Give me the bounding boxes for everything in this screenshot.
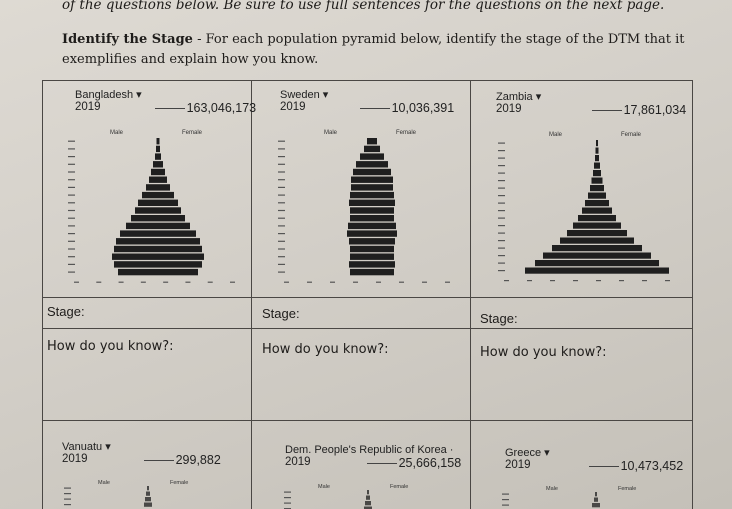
identify-heading: [62, 32, 684, 47]
pyramid-bar-female: [597, 148, 599, 154]
pyramid-bar-male: [590, 185, 597, 191]
male-label: Male: [549, 132, 563, 138]
population-value: 17,861,034: [592, 103, 687, 117]
pyramid-bar-female: [158, 138, 160, 144]
age-tick: [68, 179, 75, 180]
pyramid-bar-male: [156, 146, 158, 152]
population-value: 163,046,173: [155, 101, 257, 115]
age-tick: [68, 164, 75, 165]
pyramid-bar-female: [372, 207, 394, 213]
pyramid-bar-female: [148, 492, 150, 496]
pyramid-bar-female: [597, 163, 600, 169]
pyramid-bar-female: [596, 503, 600, 507]
pyramid-bar-female: [597, 200, 609, 206]
pyramid-bar-male: [353, 169, 372, 175]
pyramid-bar-male: [366, 496, 368, 500]
pyramid-bar-male: [364, 146, 372, 152]
how-label-1: How do you know?:: [47, 339, 174, 354]
pyramid-bar-male: [543, 253, 597, 259]
how-label-2: How do you know?:: [262, 342, 389, 357]
female-label: Female: [390, 484, 409, 490]
pyramid-bar-female: [158, 254, 204, 260]
pyramid-bar-female: [596, 498, 598, 502]
pyramid-bar-male: [138, 200, 158, 206]
pyramid-bar-male: [118, 269, 158, 275]
female-label: Female: [182, 130, 203, 136]
pyramid-bar-male: [131, 215, 158, 221]
pyramid-header-bangladesh: [75, 88, 256, 115]
pyramid-bar-female: [158, 215, 185, 221]
pyramid-header-sweden: [280, 88, 454, 115]
pyramid-bar-male: [588, 193, 597, 199]
x-axis-tick: [596, 280, 601, 281]
age-tick: [68, 233, 75, 234]
pyramid-bar-female: [597, 238, 634, 244]
age-tick: [278, 171, 285, 172]
pyramid-bar-female: [597, 260, 659, 266]
age-tick: [64, 504, 71, 505]
pyramid-bar-female: [158, 238, 200, 244]
age-tick: [68, 264, 75, 265]
population-value: 10,473,452: [589, 459, 684, 473]
pyramid-bar-male: [153, 161, 158, 167]
x-axis-tick: [445, 282, 450, 283]
population-pyramid-sweden: [272, 122, 457, 292]
pyramid-bar-male: [151, 169, 158, 175]
pyramid-bar-male: [351, 177, 372, 183]
pyramid-bar-female: [372, 269, 394, 275]
x-axis-tick: [527, 280, 532, 281]
age-tick: [68, 187, 75, 188]
stage-label-1: Stage:: [47, 304, 85, 319]
pyramid-bar-female: [158, 161, 163, 167]
pyramid-bar-female: [158, 230, 196, 236]
x-axis-tick: [307, 282, 312, 283]
pyramid-bar-male: [535, 260, 597, 266]
x-axis-tick: [284, 282, 289, 283]
age-tick: [68, 141, 75, 142]
pyramid-bar-female: [597, 155, 599, 161]
age-tick: [284, 492, 291, 493]
pyramid-bar-female: [372, 230, 397, 236]
pyramid-bar-male: [350, 192, 372, 198]
age-tick: [278, 233, 285, 234]
pyramid-bar-male: [146, 492, 148, 496]
age-tick: [498, 270, 505, 271]
pyramid-bar-male: [367, 490, 368, 494]
x-axis-tick: [163, 282, 168, 283]
grid-top-border: [42, 80, 692, 81]
age-tick: [278, 210, 285, 211]
grid-right-border: [692, 80, 693, 509]
pyramid-bar-female: [597, 215, 616, 221]
age-tick: [68, 171, 75, 172]
pyramid-bar-male: [594, 498, 596, 502]
pyramid-bar-male: [582, 208, 597, 214]
pyramid-bar-female: [372, 215, 394, 221]
age-tick: [498, 255, 505, 256]
pyramid-bar-female: [372, 238, 395, 244]
x-axis-tick: [665, 280, 670, 281]
pyramid-bar-female: [368, 501, 371, 505]
pyramid-bar-male: [367, 138, 372, 144]
stage-label-2: Stage:: [262, 306, 300, 321]
pyramid-bar-male: [552, 245, 597, 251]
age-tick: [498, 240, 505, 241]
x-axis-tick: [642, 280, 647, 281]
pyramid-bar-male: [592, 178, 598, 184]
grid-col-divider-2: [470, 80, 471, 509]
population-pyramid-north-korea: [282, 482, 462, 509]
x-axis-tick: [353, 282, 358, 283]
pyramid-bar-female: [596, 492, 597, 496]
male-label: Male: [98, 480, 110, 486]
female-label: Female: [396, 130, 417, 136]
age-tick: [498, 225, 505, 226]
pyramid-bar-female: [597, 253, 651, 259]
pyramid-bar-female: [148, 486, 149, 490]
pyramid-bar-female: [372, 192, 394, 198]
pyramid-bar-female: [597, 140, 598, 146]
x-axis-tick: [208, 282, 213, 283]
year-label: 2019: [505, 459, 531, 471]
pyramid-bar-female: [372, 200, 395, 206]
age-tick: [502, 494, 509, 495]
pyramid-header-zambia: [496, 90, 686, 117]
age-tick: [68, 272, 75, 273]
female-label: Female: [618, 486, 637, 492]
pyramid-bar-female: [372, 246, 394, 252]
age-tick: [278, 156, 285, 157]
pyramid-bar-female: [597, 268, 669, 274]
pyramid-bar-male: [114, 261, 158, 267]
pyramid-bar-female: [158, 169, 165, 175]
age-tick: [278, 202, 285, 203]
age-tick: [498, 143, 505, 144]
age-tick: [498, 218, 505, 219]
pyramid-bar-male: [349, 261, 372, 267]
pyramid-header-vanuatu: [62, 440, 221, 467]
pyramid-bar-female: [372, 261, 395, 267]
pyramid-bar-male: [157, 138, 159, 144]
pyramid-bar-male: [585, 200, 597, 206]
age-tick: [498, 248, 505, 249]
age-tick: [64, 488, 71, 489]
age-tick: [498, 180, 505, 181]
pyramid-bar-male: [350, 215, 372, 221]
pyramid-bar-male: [593, 170, 597, 176]
age-tick: [278, 195, 285, 196]
x-axis-tick: [185, 282, 190, 283]
pyramid-bar-female: [158, 207, 181, 213]
age-tick: [498, 210, 505, 211]
pyramid-bar-female: [597, 245, 642, 251]
age-tick: [498, 233, 505, 234]
age-tick: [278, 179, 285, 180]
male-label: Male: [324, 130, 338, 136]
pyramid-bar-female: [158, 146, 160, 152]
age-tick: [278, 248, 285, 249]
country-selector[interactable]: Vanuatu ▾: [62, 441, 111, 453]
pyramid-header-north-korea: [285, 444, 461, 470]
pyramid-bar-male: [349, 238, 372, 244]
pyramid-bar-male: [350, 254, 372, 260]
grid-stage-border: [42, 328, 692, 329]
age-tick: [498, 188, 505, 189]
pyramid-bar-female: [368, 490, 369, 494]
pyramid-bar-male: [567, 230, 597, 236]
identify-line2: exemplifies and explain how you know.: [62, 52, 319, 67]
age-tick: [284, 497, 291, 498]
pyramid-bar-male: [348, 223, 372, 229]
country-selector[interactable]: Bangladesh ▾: [75, 89, 142, 101]
pyramid-bar-female: [158, 246, 202, 252]
pyramid-bar-male: [578, 215, 597, 221]
pyramid-bar-female: [158, 153, 161, 159]
x-axis-tick: [141, 282, 146, 283]
age-tick: [498, 165, 505, 166]
pyramid-bar-male: [356, 161, 372, 167]
pyramid-bar-male: [596, 140, 597, 146]
pyramid-bar-male: [350, 207, 372, 213]
age-tick: [68, 148, 75, 149]
pyramid-bar-female: [372, 184, 393, 190]
year-label: 2019: [75, 101, 101, 113]
pyramid-bar-male: [594, 163, 597, 169]
female-label: Female: [170, 480, 189, 486]
pyramid-bar-male: [146, 184, 158, 190]
population-pyramid-bangladesh: [62, 122, 242, 292]
pyramid-bar-female: [597, 170, 601, 176]
pyramid-bar-female: [372, 169, 391, 175]
female-label: Female: [621, 132, 642, 138]
pyramid-bar-male: [351, 184, 372, 190]
grid-middle-border: [42, 297, 692, 298]
age-tick: [68, 210, 75, 211]
pyramid-bar-female: [158, 269, 198, 275]
age-tick: [278, 164, 285, 165]
pyramid-bar-male: [120, 230, 158, 236]
age-tick: [498, 263, 505, 264]
country-selector[interactable]: Greece ▾: [505, 447, 550, 459]
pyramid-bar-female: [372, 153, 384, 159]
age-tick: [278, 141, 285, 142]
country-selector[interactable]: Sweden ▾: [280, 89, 329, 101]
pyramid-bar-female: [597, 178, 603, 184]
age-tick: [278, 225, 285, 226]
age-tick: [278, 241, 285, 242]
pyramid-bar-female: [372, 177, 393, 183]
x-axis-tick: [504, 280, 509, 281]
x-axis-tick: [399, 282, 404, 283]
pyramid-bar-male: [350, 269, 372, 275]
x-axis-tick: [573, 280, 578, 281]
pyramid-bar-male: [135, 207, 158, 213]
pyramid-bar-male: [147, 486, 148, 490]
identify-rest: - For each population pyramid below, identify the stage of the DTM that it: [192, 32, 685, 47]
x-axis-tick: [550, 280, 555, 281]
year-label: 2019: [285, 456, 311, 468]
age-tick: [68, 256, 75, 257]
pyramid-bar-male: [596, 148, 598, 154]
grid-left-border: [42, 80, 43, 509]
year-label: 2019: [62, 453, 88, 465]
identify-bold: Identify the Stage: [62, 32, 193, 47]
pyramid-bar-male: [112, 254, 158, 260]
age-tick: [278, 187, 285, 188]
population-pyramid-greece: [500, 484, 685, 509]
x-axis-tick: [376, 282, 381, 283]
age-tick: [278, 256, 285, 257]
male-label: Male: [110, 130, 124, 136]
pyramid-bar-male: [350, 246, 372, 252]
pyramid-bar-male: [595, 492, 596, 496]
pyramid-bar-male: [114, 246, 158, 252]
pyramid-bar-female: [372, 138, 377, 144]
pyramid-bar-male: [365, 501, 368, 505]
age-tick: [68, 195, 75, 196]
pyramid-bar-male: [145, 497, 148, 501]
pyramid-bar-female: [372, 223, 396, 229]
pyramid-bar-male: [595, 155, 597, 161]
pyramid-bar-female: [372, 161, 388, 167]
pyramid-header-greece: [505, 446, 683, 473]
grid-bottom-row-border: [42, 420, 692, 421]
pyramid-bar-male: [149, 177, 158, 183]
pyramid-bar-male: [347, 230, 372, 236]
male-label: Male: [318, 484, 330, 490]
pyramid-bar-female: [597, 193, 606, 199]
age-tick: [278, 264, 285, 265]
age-tick: [498, 150, 505, 151]
instruction-text: of the questions below. Be sure to use full sentences for the questions on the next page.: [62, 0, 665, 13]
pyramid-bar-female: [372, 254, 394, 260]
age-tick: [64, 493, 71, 494]
x-axis-tick: [422, 282, 427, 283]
population-pyramid-zambia: [492, 124, 677, 294]
population-value: 25,666,158: [367, 456, 462, 470]
population-value: 299,882: [144, 453, 221, 467]
pyramid-bar-male: [142, 192, 158, 198]
pyramid-bar-female: [597, 230, 627, 236]
age-tick: [498, 173, 505, 174]
pyramid-bar-male: [573, 223, 597, 229]
pyramid-bar-male: [592, 503, 596, 507]
pyramid-bar-female: [158, 223, 190, 229]
pyramid-bar-female: [158, 177, 167, 183]
pyramid-bar-male: [525, 268, 597, 274]
pyramid-bar-female: [158, 200, 178, 206]
age-tick: [68, 225, 75, 226]
pyramid-bar-female: [148, 503, 152, 507]
age-tick: [68, 241, 75, 242]
x-axis-tick: [619, 280, 624, 281]
age-tick: [68, 156, 75, 157]
population-pyramid-vanuatu: [62, 478, 242, 509]
age-tick: [68, 248, 75, 249]
age-tick: [502, 499, 509, 500]
stage-label-3: Stage:: [480, 311, 518, 326]
pyramid-bar-female: [597, 223, 621, 229]
country-selector[interactable]: Dem. People's Republic of Korea ·: [285, 444, 454, 456]
age-tick: [278, 148, 285, 149]
age-tick: [278, 272, 285, 273]
age-tick: [498, 195, 505, 196]
age-tick: [64, 499, 71, 500]
age-tick: [68, 218, 75, 219]
pyramid-bar-female: [368, 496, 370, 500]
pyramid-bar-female: [372, 146, 380, 152]
x-axis-tick: [74, 282, 79, 283]
grid-col-divider-1: [251, 80, 252, 509]
male-label: Male: [546, 486, 558, 492]
pyramid-bar-female: [597, 208, 612, 214]
how-label-3: How do you know?:: [480, 345, 607, 360]
pyramid-bar-female: [158, 192, 174, 198]
pyramid-bar-female: [158, 261, 202, 267]
pyramid-bar-male: [360, 153, 372, 159]
population-value: 10,036,391: [360, 101, 455, 115]
pyramid-bar-female: [148, 497, 151, 501]
year-label: 2019: [496, 103, 522, 115]
age-tick: [502, 505, 509, 506]
x-axis-tick: [96, 282, 101, 283]
country-selector[interactable]: Zambia ▾: [496, 91, 542, 103]
age-tick: [498, 158, 505, 159]
pyramid-bar-male: [155, 153, 158, 159]
x-axis-tick: [330, 282, 335, 283]
x-axis-tick: [119, 282, 124, 283]
pyramid-bar-female: [597, 185, 604, 191]
x-axis-tick: [230, 282, 235, 283]
pyramid-bar-male: [144, 503, 148, 507]
age-tick: [284, 503, 291, 504]
age-tick: [68, 202, 75, 203]
age-tick: [498, 203, 505, 204]
pyramid-bar-female: [158, 184, 170, 190]
year-label: 2019: [280, 101, 306, 113]
pyramid-bar-male: [116, 238, 158, 244]
pyramid-bar-male: [349, 200, 372, 206]
pyramid-bar-male: [126, 223, 158, 229]
pyramid-bar-male: [560, 238, 597, 244]
age-tick: [278, 218, 285, 219]
